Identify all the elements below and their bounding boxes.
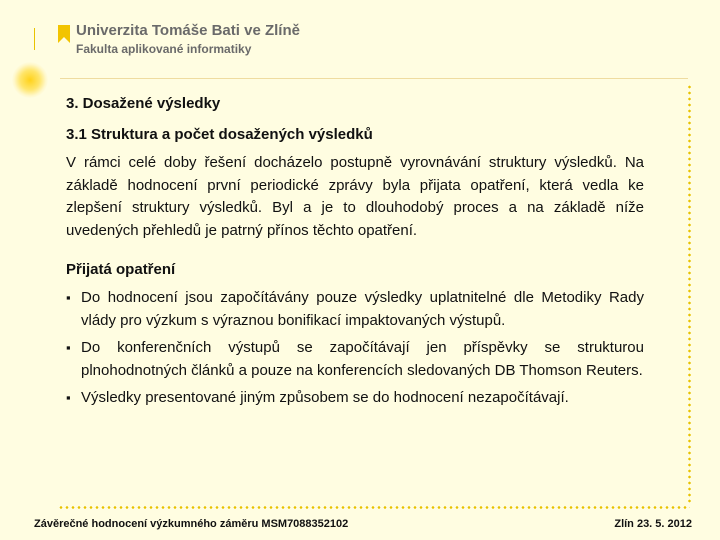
logo-mark-icon xyxy=(58,25,70,43)
slide-content xyxy=(66,93,644,415)
footer-date: Zlín 23. 5. 2012 xyxy=(614,518,692,530)
university-name: Univerzita Tomáše Bati ve Zlíně xyxy=(76,22,300,39)
intro-paragraph: V rámci celé doby řešení docházelo postupně vyrovnávání struktury výsledků. Na základě hodnocení první periodické zprávy byla přijata opatření, která vedla ke zlepšení struktury výsledků. Byl a je to dlouhodobý proces a na základě níže uvedených přehledů je patrný přínos těchto opatření. xyxy=(66,154,644,239)
header-divider xyxy=(60,78,688,79)
measures-title: Přijatá opatření xyxy=(66,261,176,278)
footer-title: Závěrečné hodnocení výzkumného záměru MSM7088352102 xyxy=(34,518,349,530)
dotted-border-right xyxy=(688,84,691,504)
list-item: ▪ Do konferenčních výstupů se započítávají jen příspěvky se strukturou plnohodnotných článků a pouze na konferencích sledovaných DB Thomson Reuters. xyxy=(66,337,644,382)
subsection-heading: 3.1 Struktura a počet dosažených výsledků xyxy=(66,126,373,143)
faculty-name: Fakulta aplikované informatiky xyxy=(76,42,252,56)
list-item: ▪ Výsledky presentované jiným způsobem se do hodnocení nezapočítávají. xyxy=(66,387,644,410)
list-item: ▪ Do hodnocení jsou započítávány pouze výsledky uplatnitelné dle Metodiky Rady vlády pro výzkum s výraznou bonifikací impaktovaných výstupů. xyxy=(66,287,644,332)
decorative-sun-glow xyxy=(12,62,48,98)
decorative-vertical-line xyxy=(34,28,35,50)
section-heading: 3. Dosažené výsledky xyxy=(66,95,221,112)
dotted-border-bottom xyxy=(58,506,690,509)
measures-list xyxy=(66,287,644,410)
